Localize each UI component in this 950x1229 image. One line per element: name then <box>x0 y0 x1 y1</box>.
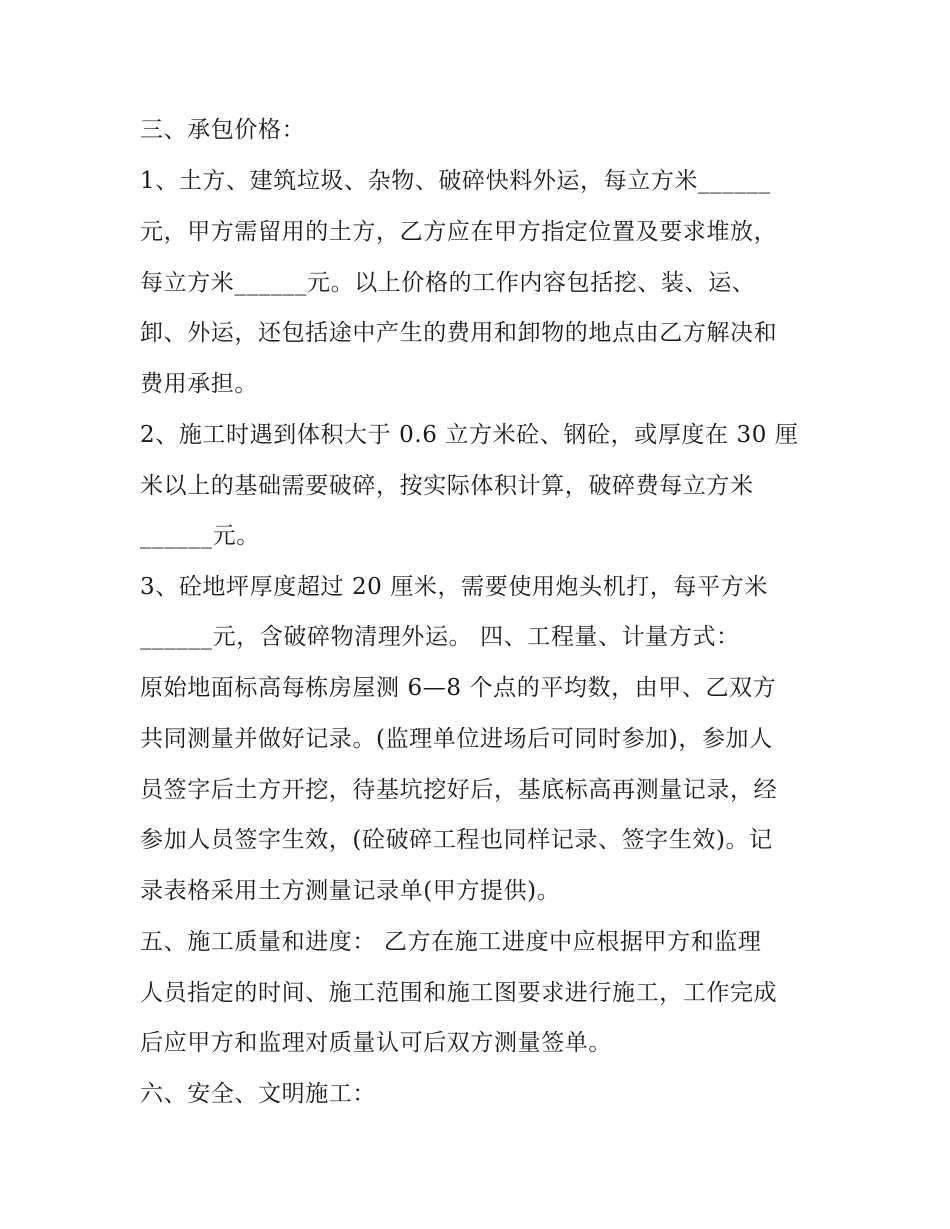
text-line: 三、承包价格： <box>140 117 306 143</box>
text-line: 费用承担。 <box>140 371 258 397</box>
text-line: 共同测量并做好记录。(监理单位进场后可同时参加)，参加人 <box>140 726 773 752</box>
text-line: 员签字后土方开挖，待基坑挖好后，基底标高再测量记录，经 <box>140 777 778 803</box>
text-line: 参加人员签字生效，(砼破碎工程也同样记录、签字生效)。记 <box>140 827 773 853</box>
text-line: 2、施工时遇到体积大于 0.6 立方米砼、钢砼，或厚度在 30 厘 <box>140 422 799 448</box>
text-line: 米以上的基础需要破碎，按实际体积计算，破碎费每立方米 <box>140 473 754 499</box>
text-line: 人员指定的时间、施工范围和施工图要求进行施工，工作完成 <box>140 980 778 1006</box>
text-line: 录表格采用土方测量记录单(甲方提供)。 <box>140 878 561 904</box>
text-line: 后应甲方和监理对质量认可后双方测量签单。 <box>140 1030 612 1056</box>
text-line: 六、安全、文明施工： <box>140 1081 376 1107</box>
text-line: 1、土方、建筑垃圾、杂物、破碎快料外运，每立方米______ <box>140 168 771 194</box>
text-line: 元，甲方需留用的土方，乙方应在甲方指定位置及要求堆放， <box>140 219 778 245</box>
text-line: 3、砼地坪厚度超过 20 厘米，需要使用炮头机打，每平方米 <box>140 574 768 600</box>
text-line: ______元。 <box>140 523 260 549</box>
text-line: 原始地面标高每栋房屋测 6—8 个点的平均数，由甲、乙双方 <box>140 675 777 701</box>
text-line: 每立方米______元。以上价格的工作内容包括挖、装、运、 <box>140 270 756 296</box>
text-line: 卸、外运，还包括途中产生的费用和卸物的地点由乙方解决和 <box>140 320 778 346</box>
text-line: ______元，含破碎物清理外运。 四、工程量、计量方式： <box>140 624 740 650</box>
text-line: 五、施工质量和进度： 乙方在施工进度中应根据甲方和监理 <box>140 929 762 955</box>
